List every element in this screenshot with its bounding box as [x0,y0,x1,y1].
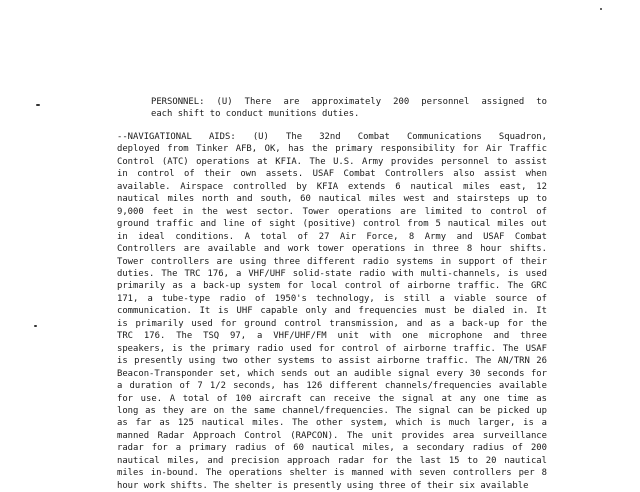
text-line: hour work shifts. The shelter is presently using three of their six available [117,480,529,491]
text-line: as far as 125 nautical miles. The other system, which is much larger, is a [117,418,547,429]
scan-mark [600,8,602,10]
text-line: nautical miles, and precision approach radar for the last 15 to 20 nautical [117,455,547,466]
text-line: communication. It is UHF capable only and frequencies must be dialed in. It [117,306,547,317]
text-line: is presently using two other systems to assist airborne traffic. The AN/TRN 26 [117,356,547,367]
text-line: PERSONNEL: (U) There are approximately 200 personnel assigned to [151,97,547,107]
text-line: 171, a tube-type radio of 1950's technology, is still a viable source of [117,293,547,304]
text-line: Tower controllers are using three different radio systems in support of their [117,256,547,267]
text-line: each shift to conduct munitions duties. [151,109,360,120]
text-line: a duration of 7 1/2 seconds, has 126 different channels/frequencies available [117,381,547,392]
text-line: available. Airspace controlled by KFIA extends 6 nautical miles east, 12 [117,181,547,192]
text-line: Controllers are available and work tower operations in three 8 hour shifts. [117,244,547,255]
text-line: ground traffic and line of sight (positive) control from 5 nautical miles out [117,219,547,230]
text-line: nautical miles north and south, 60 nautical miles west and stairsteps up to [117,194,547,205]
text-line: is primarily used for ground control transmission, and as a back-up for the [117,318,547,329]
text-line: radar for a primary radius of 60 nautical miles, a secondary radius of 200 [117,443,547,454]
text-line: 9,000 feet in the west sector. Tower operations are limited to control of [117,206,547,217]
text-line: primarily as a back-up system for local control of airborne traffic. The GRC [117,281,547,292]
text-line: Control (ATC) operations at KFIA. The U.S. Army provides personnel to assist [117,156,547,167]
paragraph-personnel [81,96,547,121]
text-line: TRC 176. The TSQ 97, a VHF/UHF/FM unit with one microphone and three [117,331,547,342]
text-line: in control of their own assets. USAF Combat Controllers also assist when [117,169,547,180]
text-line: --NAVIGATIONAL AIDS: (U) The 32nd Combat Communications Squadron, [117,132,547,142]
text-line: deployed from Tinker AFB, OK, has the primary responsibility for Air Traffic [117,144,547,155]
text-line: miles in-bound. The operations shelter is manned with seven controllers per 8 [117,468,547,479]
text-line: in ideal conditions. A total of 27 Air Force, 8 Army and USAF Combat [117,231,547,242]
text-line: Beacon-Transponder set, which sends out an audible signal every 30 seconds for [117,368,547,379]
scan-mark [34,325,37,327]
text-line: for use. A total of 100 aircraft can receive the signal at any one time as [117,393,547,404]
text-line: duties. The TRC 176, a VHF/UHF solid-state radio with multi-channels, is used [117,268,547,279]
scan-mark [36,104,40,106]
paragraph-navigational-aids [81,131,547,492]
text-line: manned Radar Approach Control (RAPCON). The unit provides area surveillance [117,430,547,441]
text-line: speakers, is the primary radio used for control of airborne traffic. The USAF [117,343,547,354]
text-line: long as they are on the same channel/frequencies. The signal can be picked up [117,405,547,416]
